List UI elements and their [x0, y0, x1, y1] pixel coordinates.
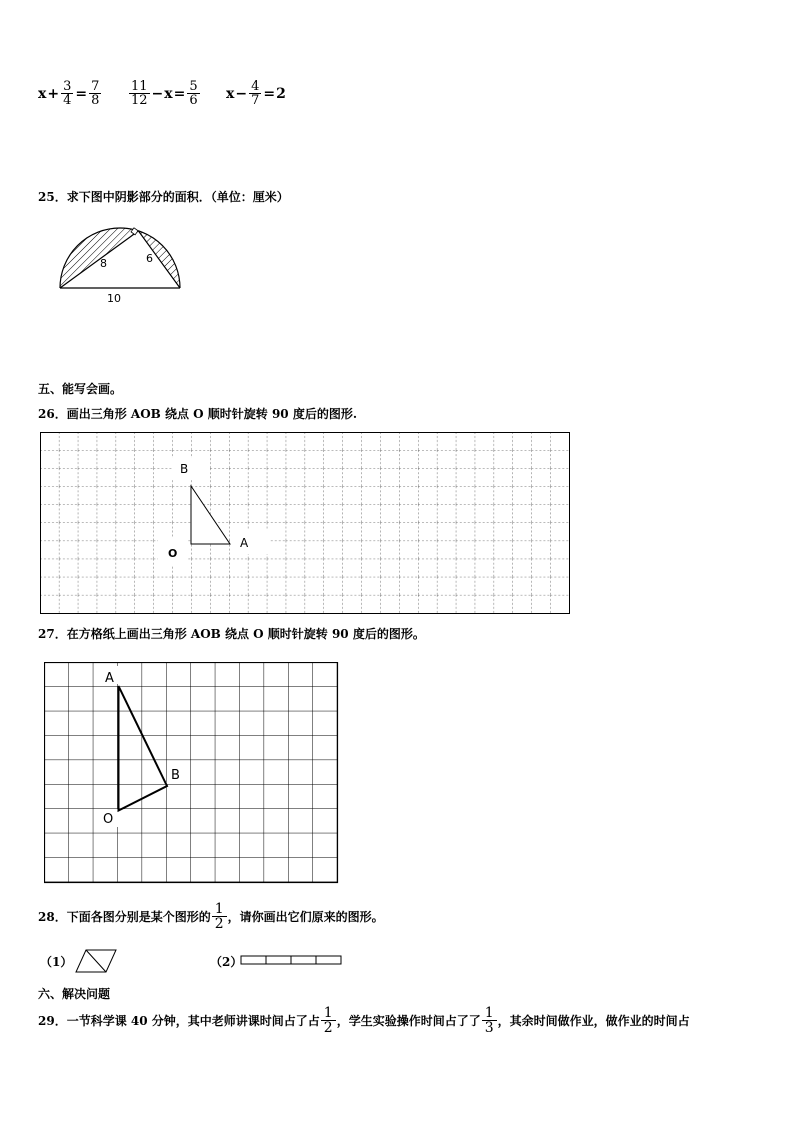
q28-strip-figure — [240, 954, 344, 966]
q27-label-a: A — [105, 671, 114, 686]
q26-label-o: O — [168, 547, 178, 560]
eq3-minus: − — [235, 85, 248, 102]
q29-fraction-1 — [321, 1006, 336, 1035]
q28-text-after: ，请你画出它们原来的图形。 — [227, 910, 384, 924]
section5-title: 五、能写会画。 — [38, 382, 123, 396]
q28-fraction — [212, 902, 227, 931]
eq2-frac2-denominator: 6 — [189, 93, 198, 108]
eq2-fraction-left — [129, 80, 150, 107]
q29-frac1-numerator: 1 — [321, 1006, 336, 1021]
q25-label-8: 8 — [100, 257, 107, 270]
q29-part2: ，学生实验操作时间占了了 — [336, 1014, 481, 1028]
q29-text — [38, 1006, 690, 1035]
q25-label-10: 10 — [107, 292, 121, 305]
q26-dotted-grid — [40, 432, 570, 614]
eq1-frac2-numerator: 7 — [91, 79, 100, 94]
q27-text: 27．在方格纸上画出三角形 AOB 绕点 O 顺时针旋转 90 度后的图形。 — [38, 627, 425, 641]
q28-text-before: 28．下面各图分别是某个图形的 — [38, 910, 211, 924]
eq3-equals: = — [263, 85, 276, 102]
q27-square-grid — [44, 662, 340, 884]
equation-3 — [226, 80, 286, 107]
eq1-equals: = — [75, 85, 88, 102]
eq3-fraction — [249, 80, 261, 107]
eq2-var: x — [164, 85, 173, 102]
eq1-fraction-right — [89, 80, 101, 107]
q28-text — [38, 902, 384, 931]
equation-1 — [38, 80, 102, 107]
eq3-frac1-numerator: 4 — [251, 79, 260, 94]
q27-label-o: O — [103, 812, 114, 827]
q28-frac-denominator: 2 — [214, 916, 224, 932]
eq2-equals: = — [173, 85, 186, 102]
q29-fraction-2 — [482, 1006, 497, 1035]
eq1-plus: + — [47, 85, 60, 102]
q25-text: 25．求下图中阴影部分的面积．（单位：厘米） — [38, 190, 289, 204]
eq2-frac1-numerator: 11 — [131, 79, 148, 94]
q26-label-a: A — [240, 536, 249, 550]
section6-title: 六、解决问题 — [38, 987, 111, 1001]
q26-text: 26．画出三角形 AOB 绕点 O 顺时针旋转 90 度后的图形. — [38, 407, 358, 421]
eq2-frac1-denominator: 12 — [131, 93, 148, 108]
q29-part1: 29．一节科学课 40 分钟，其中老师讲课时间占了占 — [38, 1014, 320, 1028]
eq3-var: x — [226, 85, 235, 102]
q28-parallelogram-figure — [74, 948, 120, 974]
q25-side-6 — [138, 231, 180, 288]
eq3-rhs: 2 — [276, 85, 286, 102]
q28-item2-label: （2） — [210, 955, 243, 969]
eq1-var: x — [38, 85, 47, 102]
eq1-fraction-left — [61, 80, 73, 107]
q29-frac1-denominator: 2 — [323, 1020, 333, 1036]
q29-frac2-numerator: 1 — [482, 1006, 497, 1021]
q26-label-b: B — [180, 462, 189, 476]
q29-frac2-denominator: 3 — [484, 1020, 494, 1036]
equation-2 — [128, 80, 201, 107]
eq1-frac2-denominator: 8 — [91, 93, 100, 108]
eq1-frac1-denominator: 4 — [63, 93, 72, 108]
q27-label-b: B — [171, 768, 180, 783]
q25-semicircle-figure — [50, 218, 190, 308]
eq2-frac2-numerator: 5 — [189, 79, 198, 94]
q29-part3: ，其余时间做作业，做作业的时间占 — [497, 1014, 690, 1028]
eq3-frac1-denominator: 7 — [251, 93, 260, 108]
eq1-frac1-numerator: 3 — [63, 79, 72, 94]
eq2-fraction-right — [187, 80, 199, 107]
eq2-minus: − — [151, 85, 164, 102]
q28-frac-numerator: 1 — [212, 902, 227, 917]
q25-label-6: 6 — [146, 252, 153, 265]
q28-item1-label: （1） — [40, 955, 73, 969]
